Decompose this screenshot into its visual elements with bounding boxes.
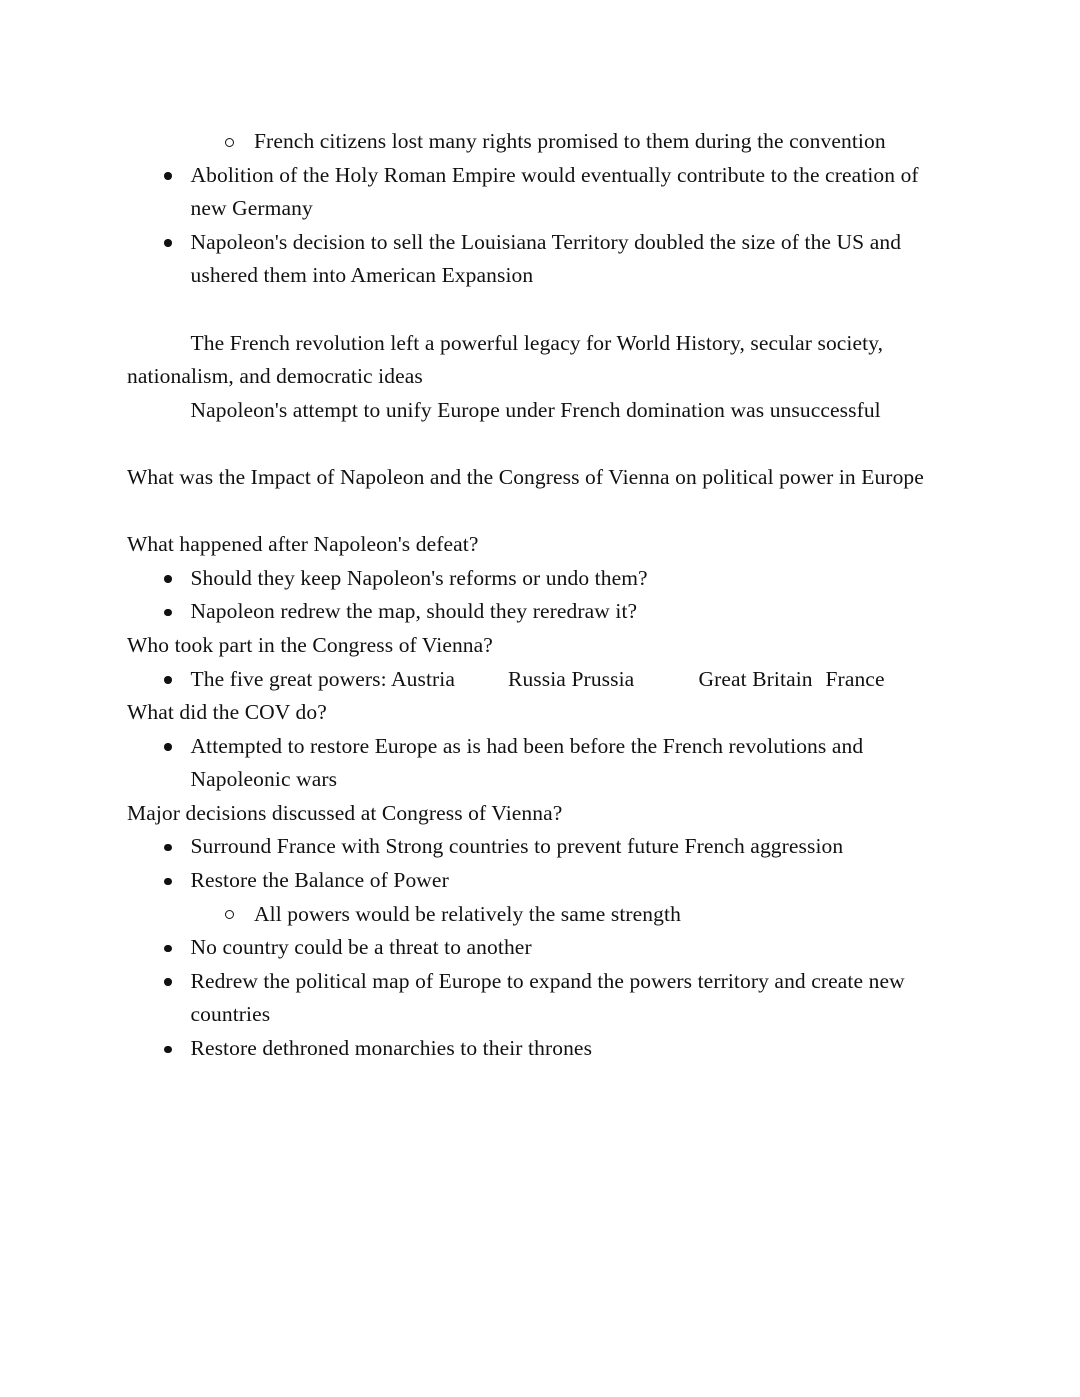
bullet-item [127, 864, 952, 898]
blank-line [127, 427, 952, 461]
bullet-disc-icon [164, 575, 172, 583]
text-run: All powers would be relatively the same strength [254, 901, 681, 926]
bullet-item [127, 1032, 952, 1066]
paragraph [127, 629, 952, 663]
paragraph [127, 797, 952, 831]
bullet-disc-icon [164, 172, 172, 180]
text-run: The five great powers: Austria Russia Prussia Great Britain France [190, 666, 885, 691]
text-run: Redrew the political map of Europe to expand the powers territory and create new countries [190, 968, 911, 1027]
text-run: Abolition of the Holy Roman Empire would eventually contribute to the creation of new Germany [190, 162, 925, 221]
bullet-disc-icon [164, 743, 172, 751]
bullet-item [127, 226, 952, 293]
bullet-disc-icon [164, 609, 172, 617]
paragraph [127, 327, 952, 394]
text-run: Who took part in the Congress of Vienna? [127, 632, 493, 657]
text-run: Should they keep Napoleon's reforms or undo them? [190, 565, 648, 590]
blank-line [127, 293, 952, 327]
bullet-item [127, 159, 952, 226]
text-run: What did the COV do? [127, 700, 327, 725]
bullet-item [127, 663, 952, 697]
text-run: Attempted to restore Europe as is had been before the French revolutions and Napoleonic wars [190, 733, 869, 792]
text-run: Surround France with Strong countries to prevent future French aggression [190, 834, 844, 859]
bullet-disc-icon [164, 844, 172, 852]
text-run: Restore dethroned monarchies to their thrones [190, 1036, 593, 1061]
bullet-circle-icon [225, 910, 234, 919]
bullet-disc-icon [164, 239, 172, 247]
text-run: Napoleon's decision to sell the Louisiana Territory doubled the size of the US and ushered them into American Expansion [190, 229, 907, 288]
bullet-circle-icon [225, 138, 234, 147]
bullet-disc-icon [164, 1046, 172, 1054]
bullet-disc-icon [164, 676, 172, 684]
blank-line [127, 495, 952, 529]
text-run: French citizens lost many rights promised to them during the convention [254, 129, 886, 153]
bullet-item [127, 830, 952, 864]
text-run: Napoleon redrew the map, should they reredraw it? [190, 599, 638, 624]
text-run: What happened after Napoleon's defeat? [127, 532, 479, 557]
text-run: Major decisions discussed at Congress of Vienna? [127, 800, 563, 825]
bullet-disc-icon [164, 878, 172, 886]
bullet-item [127, 595, 952, 629]
bullet-item [127, 562, 952, 596]
text-run: No country could be a threat to another [190, 935, 532, 960]
paragraph [127, 528, 952, 562]
paragraph [127, 696, 952, 730]
bullet-item [127, 730, 952, 797]
bullet-disc-icon [164, 978, 172, 986]
text-run: What was the Impact of Napoleon and the Congress of Vienna on political power in Europe [127, 464, 924, 489]
bullet-item [127, 125, 952, 159]
bullet-item [127, 931, 952, 965]
text-run: Restore the Balance of Power [190, 868, 449, 893]
bullet-item [127, 898, 952, 932]
paragraph [127, 461, 952, 495]
bullet-disc-icon [164, 945, 172, 953]
paragraph [127, 394, 952, 428]
text-run: Napoleon's attempt to unify Europe under French domination was unsuccessful [190, 397, 881, 422]
text-run: The French revolution left a powerful legacy for World History, secular society, nationalism, and democratic ideas [127, 330, 889, 389]
bullet-item [127, 965, 952, 1032]
